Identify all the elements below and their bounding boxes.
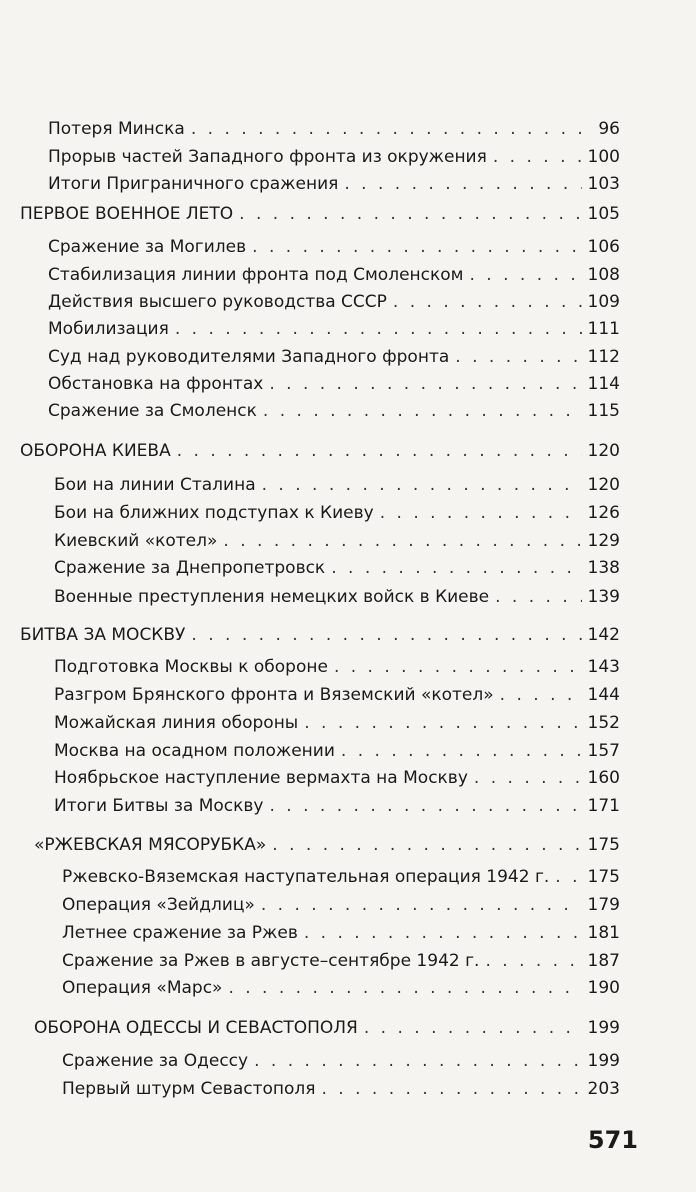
toc-section-entry xyxy=(20,203,620,225)
toc-title: Обстановка на фронтах xyxy=(48,374,264,394)
toc-entry xyxy=(48,373,620,395)
dot-leader xyxy=(228,977,581,999)
toc-page-number: 115 xyxy=(587,401,620,421)
toc-title: Бои на ближних подступах к Киеву xyxy=(54,503,374,523)
toc-page-number: 106 xyxy=(587,237,620,257)
toc-title: Можайская линия обороны xyxy=(54,713,299,733)
toc-entry xyxy=(48,318,620,340)
dot-leader xyxy=(344,173,581,195)
toc-page-number: 114 xyxy=(587,374,620,394)
toc-page-number: 175 xyxy=(587,867,620,887)
dot-leader xyxy=(555,866,581,888)
toc-title: Сражение за Днепропетровск xyxy=(54,558,326,578)
dot-leader xyxy=(239,203,581,225)
toc-title: Разгром Брянского фронта и Вяземский «котел» xyxy=(54,685,494,705)
toc-entry xyxy=(54,557,620,579)
toc-entry xyxy=(54,474,620,496)
page-number: 571 xyxy=(587,1126,638,1154)
toc-title: Первый штурм Севастополя xyxy=(62,1079,316,1099)
toc-entry xyxy=(48,118,620,140)
dot-leader xyxy=(177,440,582,462)
toc-page-number: 129 xyxy=(587,531,620,551)
toc-entry xyxy=(62,977,620,999)
toc-title: Сражение за Могилев xyxy=(48,237,247,257)
toc-page-number: 111 xyxy=(587,319,620,339)
dot-leader xyxy=(393,291,582,313)
dot-leader xyxy=(485,950,581,972)
toc-entry xyxy=(54,684,620,706)
toc-page-number: 199 xyxy=(587,1051,620,1071)
toc-title: Бои на линии Сталина xyxy=(54,475,256,495)
toc-page-number: 199 xyxy=(587,1018,620,1038)
toc-title: Стабилизация линии фронта под Смоленском xyxy=(48,265,464,285)
toc-title: Итоги Приграничного сражения xyxy=(48,174,339,194)
toc-title: Операция «Зейдлиц» xyxy=(62,895,255,915)
dot-leader xyxy=(175,318,582,340)
toc-entry xyxy=(62,950,620,972)
toc-entry xyxy=(48,291,620,313)
toc-section-entry xyxy=(20,440,620,462)
toc-entry xyxy=(54,767,620,789)
toc-title: Военные преступления немецких войск в Киеве xyxy=(54,587,490,607)
toc-page-number: 109 xyxy=(587,292,620,312)
dot-leader xyxy=(495,586,581,608)
toc-entry xyxy=(62,1050,620,1072)
toc-page-number: 160 xyxy=(587,768,620,788)
toc-entry xyxy=(54,530,620,552)
toc-entry xyxy=(48,173,620,195)
toc-title: Сражение за Ржев в августе–сентябре 1942 г. xyxy=(62,951,480,971)
dot-leader xyxy=(252,236,581,258)
dot-leader xyxy=(334,656,582,678)
toc-entry xyxy=(48,346,620,368)
toc-page-number: 112 xyxy=(587,347,620,367)
toc-page-number: 142 xyxy=(587,625,620,645)
dot-leader xyxy=(263,400,582,422)
toc-page-number: 181 xyxy=(587,923,620,943)
toc-entry xyxy=(62,894,620,916)
toc-entry xyxy=(48,264,620,286)
toc-page-number: 138 xyxy=(587,558,620,578)
toc-title: Подготовка Москвы к обороне xyxy=(54,657,328,677)
toc-page-number: 100 xyxy=(587,147,620,167)
dot-leader xyxy=(272,834,581,856)
toc-page-number: 190 xyxy=(587,978,620,998)
toc-entry xyxy=(54,502,620,524)
toc-entry xyxy=(54,586,620,608)
toc-title: Москва на осадном положении xyxy=(54,741,335,761)
toc-title: Итоги Битвы за Москву xyxy=(54,796,264,816)
toc-page-number: 175 xyxy=(587,835,620,855)
toc-entry xyxy=(54,795,620,817)
toc-title: Ржевско-Вяземская наступательная операция 1942 г. xyxy=(62,867,550,887)
dot-leader xyxy=(304,922,582,944)
toc-page-number: 126 xyxy=(587,503,620,523)
toc-page-number: 179 xyxy=(587,895,620,915)
toc-page-number: 120 xyxy=(587,475,620,495)
toc-title: Потеря Минска xyxy=(48,119,185,139)
toc-title: Действия высшего руководства СССР xyxy=(48,292,387,312)
dot-leader xyxy=(191,624,581,646)
toc-title: Летнее сражение за Ржев xyxy=(62,923,298,943)
toc-section-entry xyxy=(34,834,620,856)
toc-entry xyxy=(48,146,620,168)
toc-entry xyxy=(48,236,620,258)
dot-leader xyxy=(269,373,581,395)
toc-title: Суд над руководителями Западного фронта xyxy=(48,347,450,367)
toc-page-number: 96 xyxy=(598,119,620,139)
dot-leader xyxy=(270,795,582,817)
toc-entry xyxy=(54,656,620,678)
toc-section-entry xyxy=(20,624,620,646)
dot-leader xyxy=(304,712,581,734)
toc-page-number: 105 xyxy=(587,204,620,224)
toc-entry xyxy=(62,1078,620,1100)
dot-leader xyxy=(364,1017,582,1039)
dot-leader xyxy=(261,894,582,916)
toc-entry xyxy=(62,866,620,888)
toc-entry xyxy=(62,922,620,944)
dot-leader xyxy=(455,346,581,368)
toc-entry xyxy=(48,400,620,422)
toc-title: Прорыв частей Западного фронта из окружения xyxy=(48,147,487,167)
dot-leader xyxy=(331,557,581,579)
dot-leader xyxy=(341,740,582,762)
toc-title: Киевский «котел» xyxy=(54,531,218,551)
toc-title: «РЖЕВСКАЯ МЯСОРУБКА» xyxy=(34,835,267,855)
dot-leader xyxy=(380,502,582,524)
dot-leader xyxy=(322,1078,582,1100)
toc-page-number: 157 xyxy=(587,741,620,761)
dot-leader xyxy=(254,1050,581,1072)
toc-entry xyxy=(54,712,620,734)
toc-title: Сражение за Смоленск xyxy=(48,401,257,421)
dot-leader xyxy=(500,684,582,706)
dot-leader xyxy=(470,264,582,286)
toc-title: ОБОРОНА КИЕВА xyxy=(20,441,171,461)
toc-title: Операция «Марс» xyxy=(62,978,223,998)
toc-page-number: 139 xyxy=(587,587,620,607)
toc-section-entry xyxy=(34,1017,620,1039)
toc-page-number: 171 xyxy=(587,796,620,816)
dot-leader xyxy=(474,767,582,789)
dot-leader xyxy=(191,118,584,140)
toc-page-number: 108 xyxy=(587,265,620,285)
toc-page-number: 144 xyxy=(587,685,620,705)
toc-page-number: 120 xyxy=(587,441,620,461)
toc-title: Мобилизация xyxy=(48,319,169,339)
toc-page-number: 103 xyxy=(587,174,620,194)
dot-leader xyxy=(223,530,581,552)
toc-title: Ноябрьское наступление вермахта на Москву xyxy=(54,768,468,788)
toc-title: ПЕРВОЕ ВОЕННОЕ ЛЕТО xyxy=(20,204,234,224)
toc-title: ОБОРОНА ОДЕССЫ И СЕВАСТОПОЛЯ xyxy=(34,1018,358,1038)
dot-leader xyxy=(493,146,582,168)
toc-page-number: 187 xyxy=(587,951,620,971)
toc-page-number: 143 xyxy=(587,657,620,677)
toc-page-number: 152 xyxy=(587,713,620,733)
toc-title: БИТВА ЗА МОСКВУ xyxy=(20,625,186,645)
toc-title: Сражение за Одессу xyxy=(62,1051,249,1071)
dot-leader xyxy=(262,474,582,496)
toc-entry xyxy=(54,740,620,762)
toc-page-number: 203 xyxy=(587,1079,620,1099)
